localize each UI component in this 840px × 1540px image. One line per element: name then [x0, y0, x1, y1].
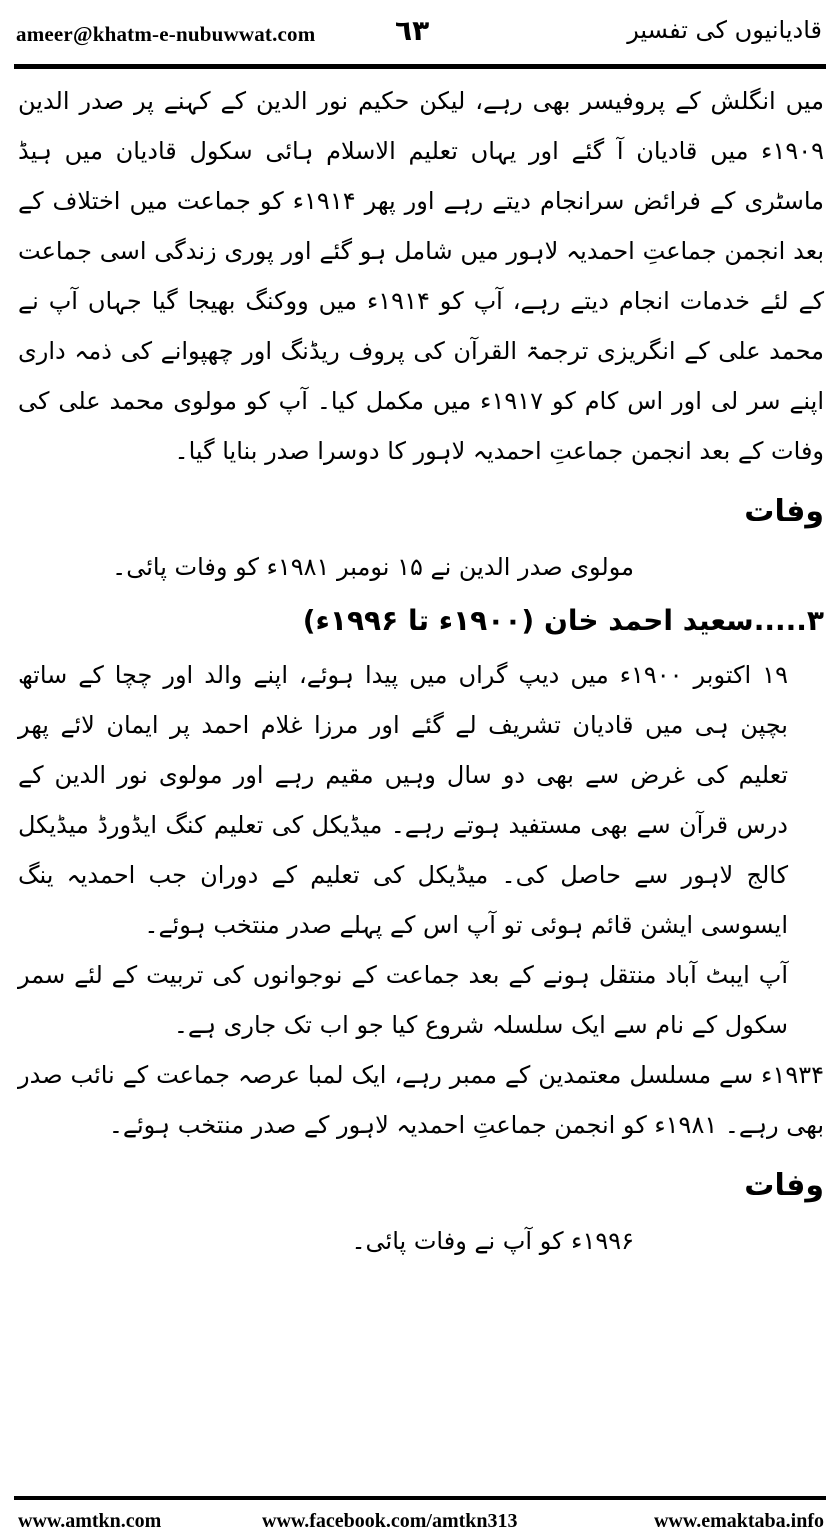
book-title: قادیانیوں کی تفسیر [627, 16, 822, 44]
paragraph-saeed-bio: ۱۹ اکتوبر ۱۹۰۰ء میں دیپ گراں میں پیدا ہوئے، اپنے والد اور چچا کے ساتھ بچپن ہی میں قادیان تشریف لے گئے اور مرزا غلام احمد پر ایمان لائے پھر تعلیم کی غرض سے بھی دو سال وہیں مقیم رہے اور مولوی نور الدین کے درس قرآن سے بھی مستفید ہوتے رہے۔ میڈیکل کی تعلیم کنگ ایڈورڈ میڈیکل کالج لاہور سے حاصل کی۔ میڈیکل کی تعلیم کے دوران جب احمدیہ ینگ ایسوسی ایشن قائم ہوئی تو آپ اس کے پہلے صدر منتخب ہوئے۔ [18, 661, 788, 939]
section-title-saeed-ahmad-khan: ۳.....سعید احمد خان (۱۹۰۰ء تا ۱۹۹۶ء) [302, 604, 824, 637]
page-header [0, 0, 840, 70]
death-note-saeed: ۱۹۹۶ء کو آپ نے وفات پائی۔ [351, 1227, 634, 1255]
paragraph-sadruddin-bio: میں انگلش کے پروفیسر بھی رہے، لیکن حکیم نور الدین کے کہنے پر صدر الدین ۱۹۰۹ء میں قادیان آ گئے اور یہاں تعلیم الاسلام ہائی سکول قادیان میں ہیڈ ماسٹری کے فرائض سرانجام دیتے رہے اور پھر ۱۹۱۴ء کو جماعت میں اختلاف کے بعد انجمن جماعتِ احمدیہ لاہور میں شامل ہو گئے اور پوری زندگی اسی جماعت کے لئے خدمات انجام دیتے رہے، آپ کو ۱۹۱۴ء میں ووکنگ بھیجا گیا جہاں آپ نے محمد علی کے انگریزی ترجمۃ القرآن کی پروف ریڈنگ اور چھپوانے کی ذمہ داری اپنے سر لی اور اس کام کو ۱۹۱۷ء میں مکمل کیا۔ آپ کو مولوی محمد علی کی وفات کے بعد انجمن جماعتِ احمدیہ لاہور کا دوسرا صدر بنایا گیا۔ [18, 87, 825, 465]
header-email: ameer@khatm-e-nubuwwat.com [16, 22, 316, 46]
section-heading-death: وفات [744, 494, 824, 529]
footer-link-emaktaba[interactable]: www.emaktaba.info [653, 1510, 824, 1532]
death-note-sadruddin: مولوی صدر الدین نے ۱۵ نومبر ۱۹۸۱ء کو وفات پائی۔ [112, 553, 634, 581]
page-number: ٦٣ [395, 14, 430, 47]
footer-link-amtkn[interactable]: www.amtkn.com [18, 1510, 162, 1532]
paragraph-summer-school: آپ ایبٹ آباد منتقل ہونے کے بعد جماعت کے نوجوانوں کی تربیت کے لئے سمر سکول کے نام سے ایک سلسلہ شروع کیا جو اب تک جاری ہے۔ [18, 961, 788, 1039]
page-footer [0, 1496, 840, 1540]
section-heading-death-2: وفات [744, 1168, 824, 1203]
page-body [18, 76, 824, 1266]
paragraph-membership: ۱۹۳۴ء سے مسلسل معتمدین کے ممبر رہے، ایک لمبا عرصہ جماعت کے نائب صدر بھی رہے۔ ۱۹۸۱ء کو انجمن جماعتِ احمدیہ لاہور کے صدر منتخب ہوئے۔ [18, 1061, 824, 1139]
header-rule [14, 64, 826, 69]
footer-rule [14, 1496, 826, 1500]
footer-link-facebook[interactable]: www.facebook.com/amtkn313 [262, 1510, 518, 1532]
